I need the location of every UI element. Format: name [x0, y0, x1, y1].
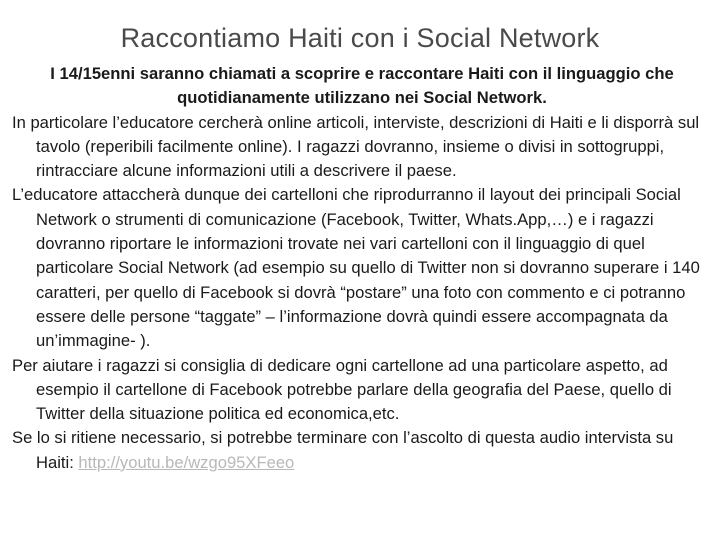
- paragraph-audio-text: Se lo si ritiene necessario, si potrebbe terminare con l’ascolto di questa audio intervista su Haiti:: [12, 428, 674, 472]
- paragraph-cartelloni: L’educatore attaccherà dunque dei cartelloni che riprodurranno il layout dei principali Social Network o strumenti di comunicazione (Facebook, Twitter, Whats.App,…) e i ragazzi dovranno riportare le informazioni trovate nei vari cartelloni con il linguaggio di quel particolare Social Network (ad esempio su quello di Twitter non si dovranno superare i 140 caratteri, per quello di Facebook si dovrà “postare” una foto con commento e ci potranno essere delle persone “taggate” – l’informazione dovrà quindi essere accompagnata da un’immagine- ).: [12, 185, 700, 351]
- slide-title: Raccontiamo Haiti con i Social Network: [120, 23, 600, 53]
- slide-body: [12, 62, 712, 475]
- paragraph-audio: [12, 426, 712, 475]
- paragraph-suggestion: Per aiutare i ragazzi si consiglia di dedicare ogni cartellone ad una particolare aspetto, ad esempio il cartellone di Facebook potrebbe parlare della geografia del Paese, quello di Twitter della situazione politica ed economica,etc.: [12, 355, 672, 424]
- audio-interview-link[interactable]: http://youtu.be/wzgo95XFeeo: [78, 452, 295, 472]
- lead-paragraph: I 14/15enni saranno chiamati a scoprire e raccontare Haiti con il linguaggio che quotidianamente utilizzano nei Social Network.: [50, 64, 674, 108]
- paragraph-research: In particolare l’educatore cercherà online articoli, interviste, descrizioni di Haiti e li disporrà sul tavolo (reperibili facilmente online). I ragazzi dovranno, insieme o divisi in sottogruppi, rintracciare alcune informazioni utili a descrivere il paese.: [12, 112, 700, 181]
